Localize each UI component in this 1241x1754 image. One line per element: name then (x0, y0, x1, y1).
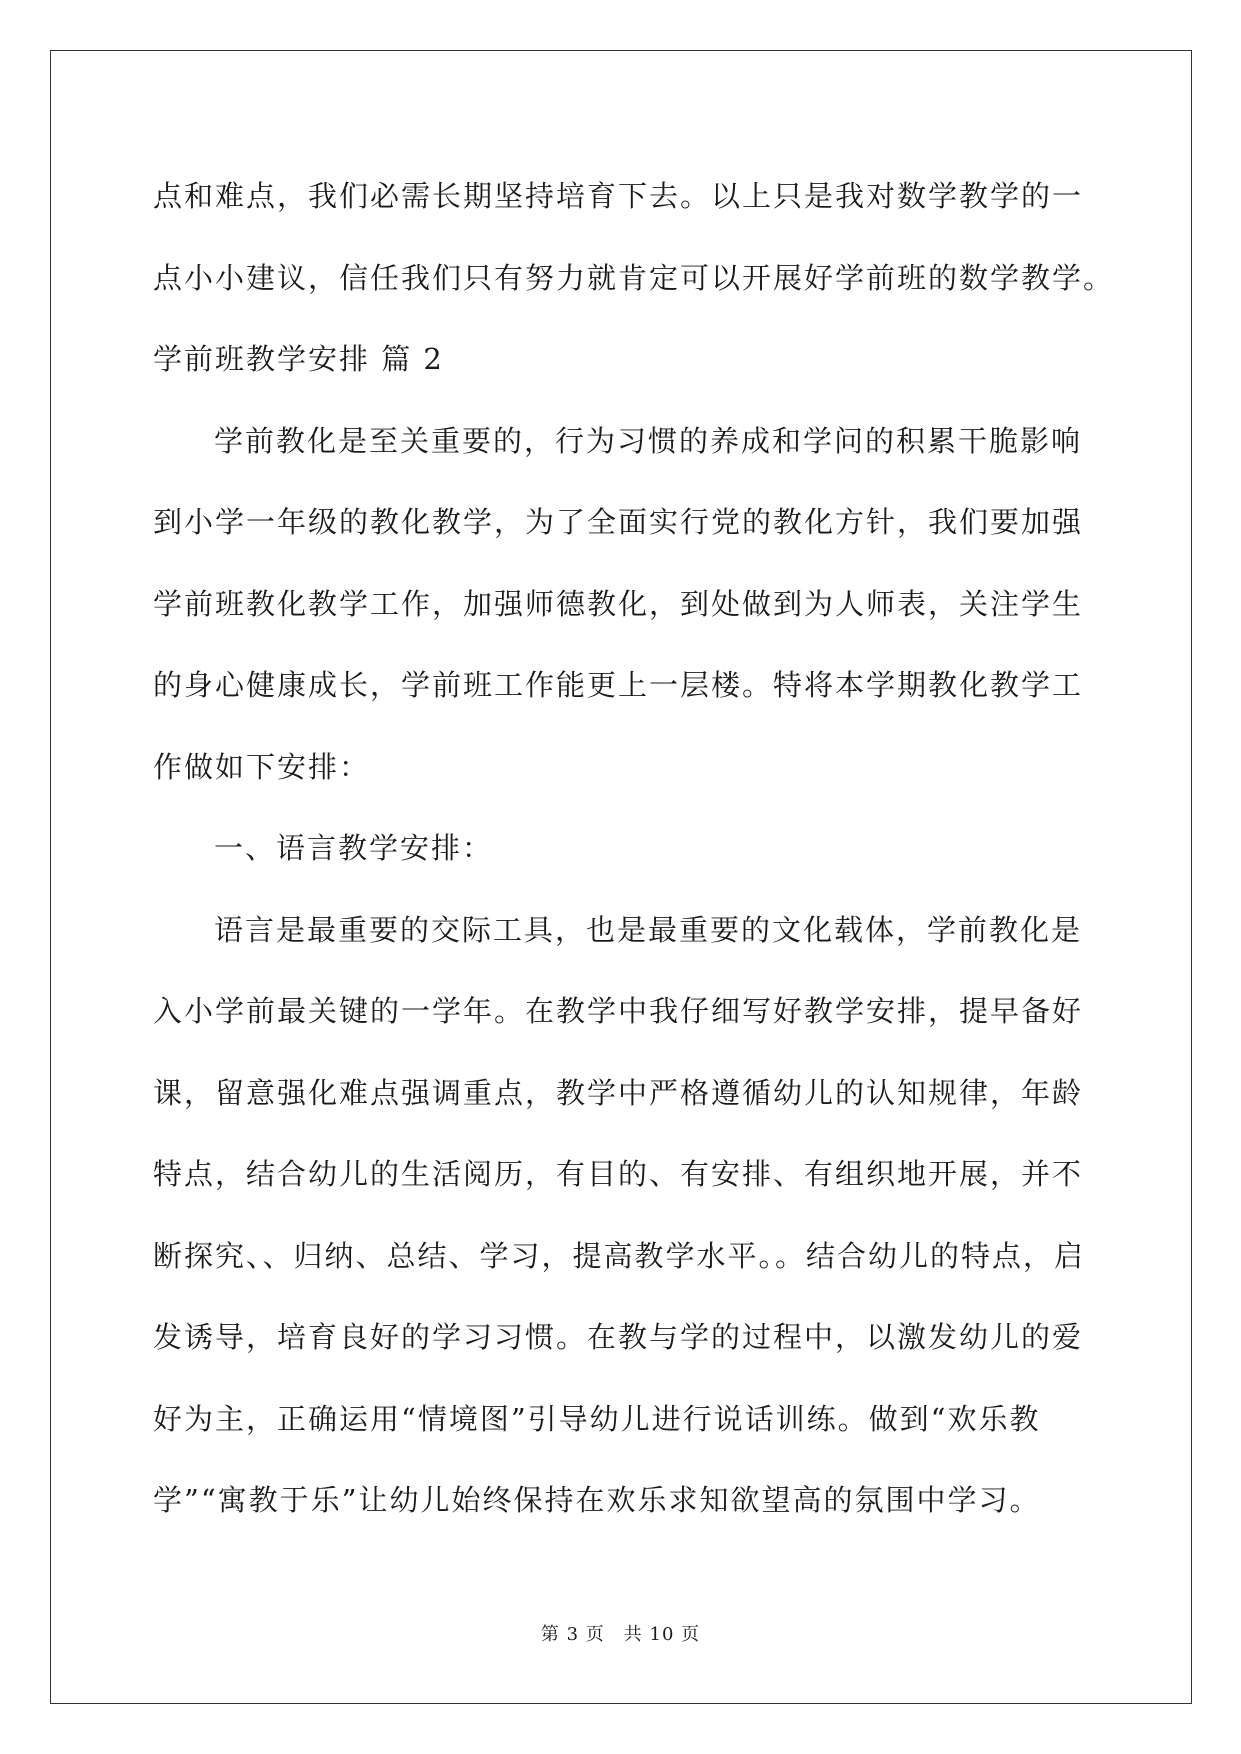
text-line: 点小小建议，信任我们只有努力就肯定可以开展好学前班的数学教学。 (153, 260, 1115, 295)
document-body (153, 156, 1115, 1542)
text-line: 点和难点，我们必需长期坚持培育下去。以上只是我对数学教学的一 (153, 179, 1084, 213)
text-line: 到小学一年级的教化教学，为了全面实行党的教化方针，我们要加强 (153, 505, 1084, 539)
text-line: 课，留意强化难点强调重点，教学中严格遵循幼儿的认知规律，年龄 (153, 1075, 1084, 1110)
section-heading: 学前班教学安排 篇 2 (153, 342, 444, 376)
page-number-footer: 第 3 页 共 10 页 (540, 1624, 701, 1645)
text-line: 好为主，正确运用“情境图”引导幼儿进行说话训练。做到“欢乐教 (153, 1401, 1041, 1436)
text-line: 学前班教化教学工作，加强师德教化，到处做到为人师表，关注学生 (153, 586, 1084, 621)
text-line: 学前教化是至关重要的，行为习惯的养成和学问的积累干脆影响 (214, 423, 1083, 458)
text-line: 学”“寓教于乐”让幼儿始终保持在欢乐求知欲望高的氛围中学习。 (153, 1483, 1041, 1517)
text-line: 的身心健康成长，学前班工作能更上一层楼。特将本学期教化教学工 (153, 668, 1084, 702)
text-line: 语言是最重要的交际工具，也是最重要的文化载体，学前教化是 (214, 912, 1083, 947)
text-line: 发诱导，培育良好的学习习惯。在教与学的过程中，以激发幼儿的爱 (153, 1320, 1084, 1354)
text-line: 断探究、、归纳、总结、学习，提高教学水平。。结合幼儿的特点，启 (153, 1238, 1086, 1273)
text-line: 入小学前最关键的一学年。在教学中我仔细写好教学安排，提早备好 (153, 994, 1084, 1028)
text-line: 特点，结合幼儿的生活阅历，有目的、有安排、有组织地开展，并不 (153, 1157, 1084, 1191)
subsection-heading: 一、语言教学安排： (214, 831, 494, 865)
text-line: 作做如下安排： (153, 749, 371, 784)
